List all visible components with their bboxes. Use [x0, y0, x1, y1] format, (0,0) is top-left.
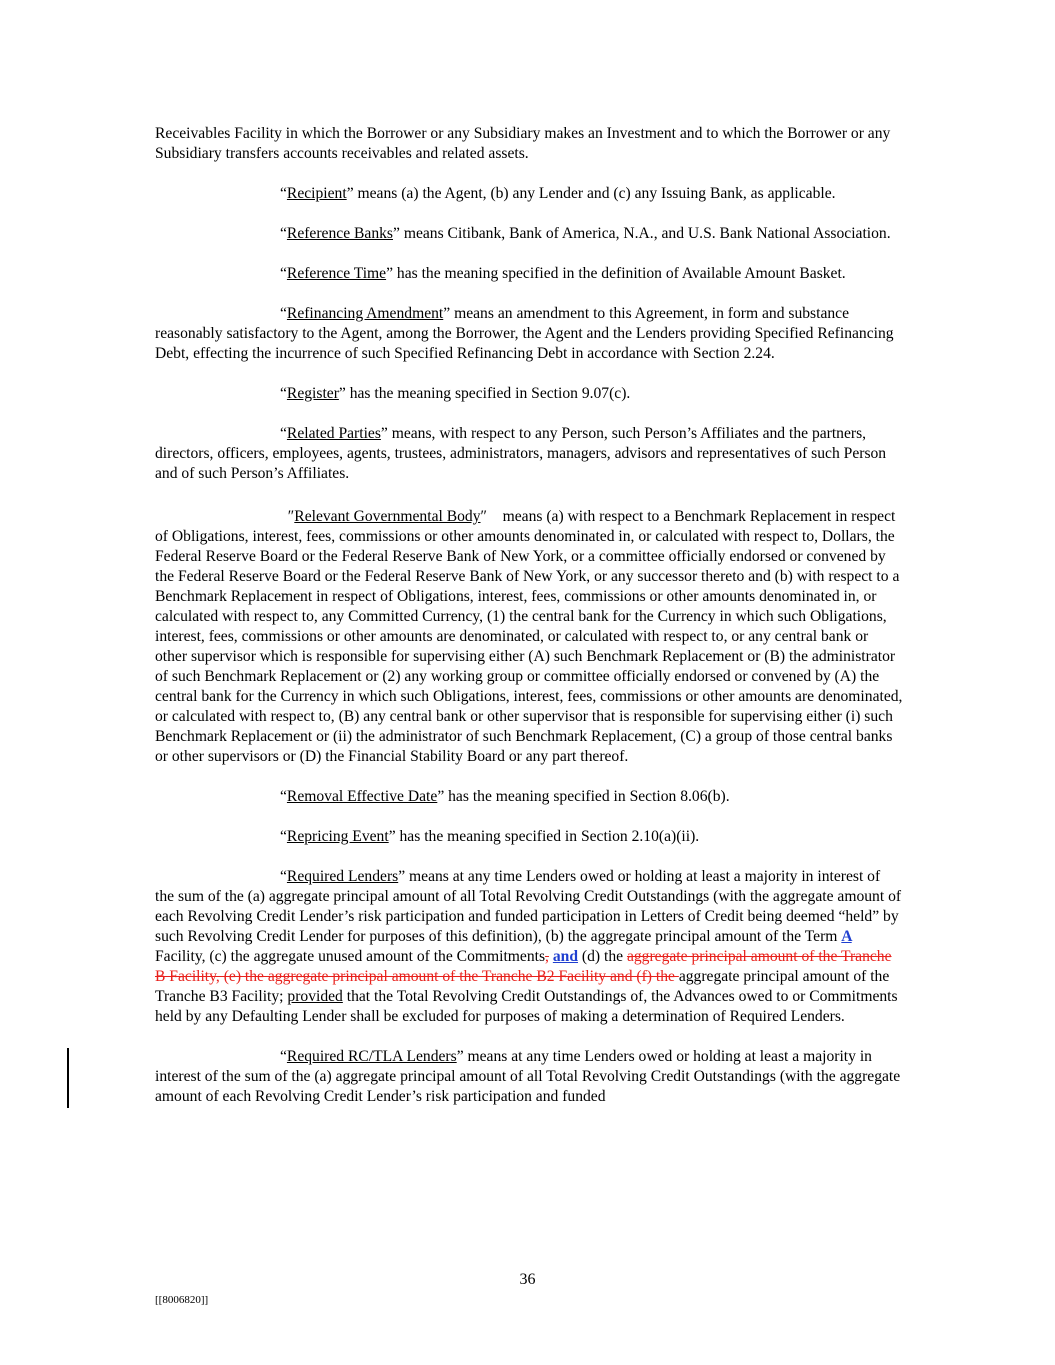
deleted-text: , — [545, 948, 549, 965]
intro-paragraph: Receivables Facility in which the Borrower or any Subsidiary makes an Investment and to which the Borrower or any Subsidiary transfers accounts receivables and related assets. — [155, 125, 891, 162]
term: Register — [286, 385, 339, 402]
definition-reference-banks: “Reference Banks” means Citibank, Bank of America, N.A., and U.S. Bank National Association. — [280, 225, 891, 242]
definition-recipient: “Recipient” means (a) the Agent, (b) any Lender and (c) any Issuing Bank, as applicable. — [280, 185, 836, 202]
term: Refinancing Amendment — [286, 305, 444, 322]
document-page — [155, 124, 907, 1127]
term: Recipient — [286, 185, 347, 202]
definition-reference-time: “Reference Time” has the meaning specified in the definition of Available Amount Basket. — [280, 265, 846, 282]
term: Required Lenders — [286, 868, 399, 885]
definition-removal-effective-date: “Removal Effective Date” has the meaning specified in Section 8.06(b). — [280, 788, 730, 805]
term: Removal Effective Date — [286, 788, 438, 805]
definition-refinancing-amendment: “Refinancing Amendment” means an amendment to this Agreement, in form and substance reasonably satisfactory to the Agent, among the Borrower, the Agent and the Lenders providing Specified Refinancing Debt, effecting the incurrence of such Specified Refinancing Debt in accordance with Section 2.24. — [155, 305, 894, 362]
deleted-text: aggregate principal amount of the Tranche B Facility, (e) the aggregate principal amount of the Tranche B2 Facility and (f) the — [155, 948, 892, 985]
term: Related Parties — [286, 425, 381, 442]
definition-register: “Register” has the meaning specified in Section 9.07(c). — [280, 385, 631, 402]
definition-repricing-event: “Repricing Event” has the meaning specified in Section 2.10(a)(ii). — [280, 828, 700, 845]
page-number: 36 — [519, 1271, 536, 1288]
definition-required-lenders: “Required Lenders” means at any time Lenders owed or holding at least a majority in interest of the sum of the (a) aggregate principal amount of all Total Revolving Credit Outstandings (with the aggregate amount of each Revolving Credit Lender’s risk participation and funded participation in Letters of Credit being deemed “held” by such Revolving Credit Lender for purposes of this definition), (b) the aggregate principal amount of the Term A Facility, (c) the aggregate unused amount of the Commitments, and (d) the aggregate principal amount of the Tranche B Facility, (e) the aggregate principal amount of the Tranche B2 Facility and (f) the aggregate principal amount of the Tranche B3 Facility; provided that the Total Revolving Credit Outstandings of, the Advances owed to or Commitments held by any Defaulting Lender shall be excluded for purposes of making a determination of Required Lenders. — [155, 868, 902, 1025]
definition-relevant-governmental-body: ″Relevant Governmental Body″ means (a) with respect to a Benchmark Replacement in respect of Obligations, interest, fees, commissions or other amounts denominated in, or calculated with respect to, Dollars, the Federal Reserve Board or the Federal Reserve Bank of New York, or a committee officially endorsed or convened by the Federal Reserve Board or the Federal Reserve Bank of New York, or any successor thereto and (b) with respect to a Benchmark Replacement in respect of Obligations, interest, fees, commissions or other amounts denominated in, or calculated with respect to, any Committed Currency, (1) the central bank for the Currency in which such Obligations, interest, fees, commissions or other amounts are denominated, or calculated with respect to, or any central bank or other supervisor which is responsible for supervising either (A) such Benchmark Replacement or (B) the administrator of such Benchmark Replacement or (2) any working group or committee officially endorsed or convened by (A) the central bank for the Currency in which such Obligations, interest, fees, commissions or other amounts are denominated, or calculated with respect to, (B) any central bank or other supervisor that is responsible for supervising either (i) such Benchmark Replacement or (ii) the administrator of such Benchmark Replacement, (C) a group of those central banks or other supervisors or (D) the Financial Stability Board or any part thereof. — [155, 508, 907, 765]
term: Reference Banks — [286, 225, 393, 242]
term: Relevant Governmental Body — [294, 508, 481, 525]
inserted-text: A — [841, 928, 852, 945]
proviso: provided — [287, 988, 343, 1005]
term: Repricing Event — [286, 828, 389, 845]
definition-related-parties: “Related Parties” means, with respect to any Person, such Person’s Affiliates and the partners, directors, officers, employees, agents, trustees, administrators, managers, advisors and representatives of such Person and of such Person’s Affiliates. — [155, 425, 887, 482]
change-bar — [67, 1048, 69, 1108]
term: Reference Time — [286, 265, 387, 282]
term: Required RC/TLA Lenders — [286, 1048, 457, 1065]
inserted-text: and — [552, 948, 579, 965]
definition-required-rc-tla-lenders: “Required RC/TLA Lenders” means at any time Lenders owed or holding at least a majority in interest of the sum of the (a) aggregate principal amount of all Total Revolving Credit Outstandings (with the aggregate amount of each Revolving Credit Lender’s risk participation and funded — [155, 1048, 901, 1105]
document-id: [[8006820]] — [155, 1294, 209, 1306]
